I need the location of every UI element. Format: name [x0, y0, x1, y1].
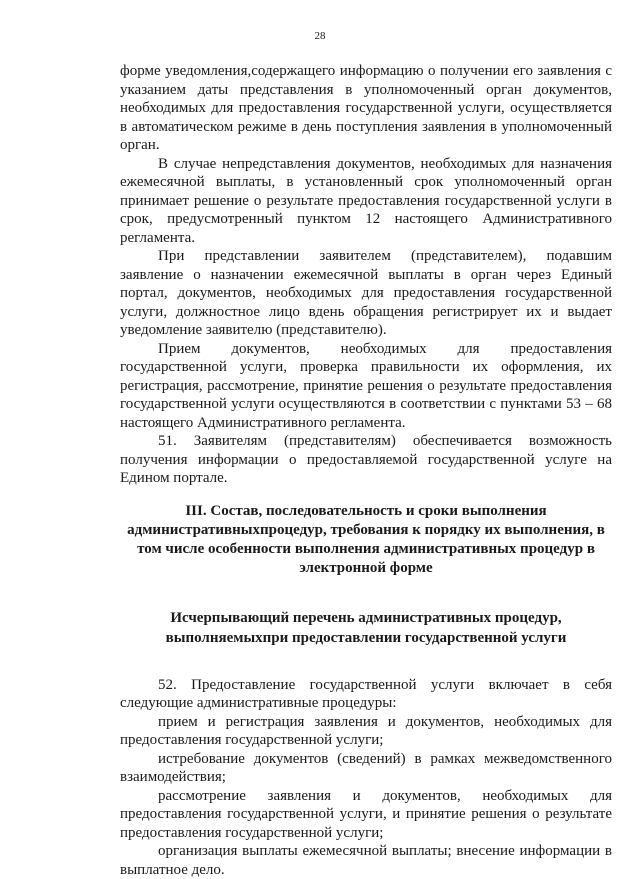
subsection-heading: Исчерпывающий перечень административных процедур, выполняемыхпри предоставлении государственной услуги	[165, 609, 567, 646]
paragraph-continuation: форме уведомления,содержащего информацию о получении его заявления с указанием даты представления в уполномоченный орган документов, необходимых для предоставления государственной услуги, осуществляется в автоматическом режиме в день поступления заявления в уполномоченный орган.	[120, 63, 612, 153]
procedure-item-interagency: истребование документов (сведений) в рамках межведомственного взаимодействия;	[120, 750, 612, 785]
paragraph-nonsubmission: В случае непредставления документов, необходимых для назначения ежемесячной выплаты, в установленный срок уполномоченный орган принимает решение о результате предоставления государственной услуги в срок, предусмотренный пунктом 12 настоящего Административного регламента.	[120, 155, 612, 246]
document-body	[120, 62, 612, 879]
procedure-item-payment: организация выплаты ежемесячной выплаты; внесение информации в выплатное дело.	[120, 843, 612, 878]
paragraph-portal-submission: При представлении заявителем (представителем), подавшим заявление о назначении ежемесячной выплаты в орган через Единый портал, документов, необходимых для предоставления государственной услуги, должностное лицо вдень обращения регистрирует их и выдает уведомление заявителю (представителю).	[120, 248, 612, 338]
paragraph-51: 51. Заявителям (представителям) обеспечивается возможность получения информации о предоставляемой государственной услуге на Едином портале.	[120, 433, 612, 486]
paragraph-document-intake: Прием документов, необходимых для предоставления государственной услуги, проверка правильности их оформления, их регистрация, рассмотрение, принятие решения о результате предоставления государственной услуги осуществляются в соответствии с пунктами 53 – 68 настоящего Административного регламента.	[120, 340, 612, 431]
procedure-item-review: рассмотрение заявления и документов, необходимых для предоставления государственной услуги, и принятие решения о результате предоставления государственной услуги;	[120, 787, 612, 841]
page-number: 28	[314, 30, 326, 42]
section-heading: III. Состав, последовательность и сроки выполнения административныхпроцедур, требования к порядку их выполнения, в том числе особенности выполнения административных процедур в электронной форме	[127, 502, 605, 576]
paragraph-52: 52. Предоставление государственной услуги включает в себя следующие административные процедуры:	[120, 676, 612, 711]
procedure-item-intake: прием и регистрация заявления и документов, необходимых для предоставления государственной услуги;	[120, 713, 612, 748]
